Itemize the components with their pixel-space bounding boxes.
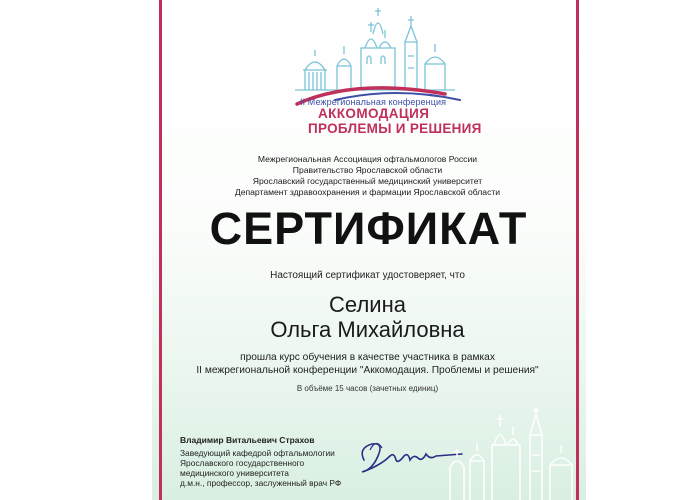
hours-text: В объёме 15 часов (зачетных единиц) <box>296 384 439 393</box>
church-skyline-icon <box>440 405 580 500</box>
lead-text: Настоящий сертификат удостоверяет, что <box>270 270 465 281</box>
recipient-given-name: Ольга Михайловна <box>270 317 465 342</box>
organizer-line: Правительство Ярославской области <box>292 165 443 175</box>
organizer-line: Департамент здравоохранения и фармации Ярославской области <box>234 187 501 197</box>
conference-tagline: ПРОБЛЕМЫ И РЕШЕНИЯ <box>308 121 482 136</box>
conference-subtitle: II Межрегиональная конференция <box>300 97 447 107</box>
description-line: II межрегиональной конференции "Аккомодация. Проблемы и решения" <box>196 365 539 376</box>
signatory-position-line: Ярославского государственного <box>180 458 305 468</box>
certificate-title: СЕРТИФИКАТ <box>209 203 528 254</box>
description-line: прошла курс обучения в качестве участника в рамках <box>240 352 495 363</box>
signatory-position-line: Заведующий кафедрой офтальмологии <box>180 448 335 458</box>
organizer-line: Ярославский государственный медицинский университет <box>252 176 483 186</box>
signatory-position-line: медицинского университета <box>180 468 289 478</box>
organizer-line: Межрегиональная Ассоциация офтальмологов России <box>257 154 478 164</box>
signatory-position-line: д.м.н., профессор, заслуженный врач РФ <box>180 478 342 488</box>
signatory-name: Владимир Витальевич Страхов <box>180 435 315 445</box>
conference-title: АККОМОДАЦИЯ <box>318 106 430 121</box>
recipient-surname: Селина <box>329 292 406 317</box>
